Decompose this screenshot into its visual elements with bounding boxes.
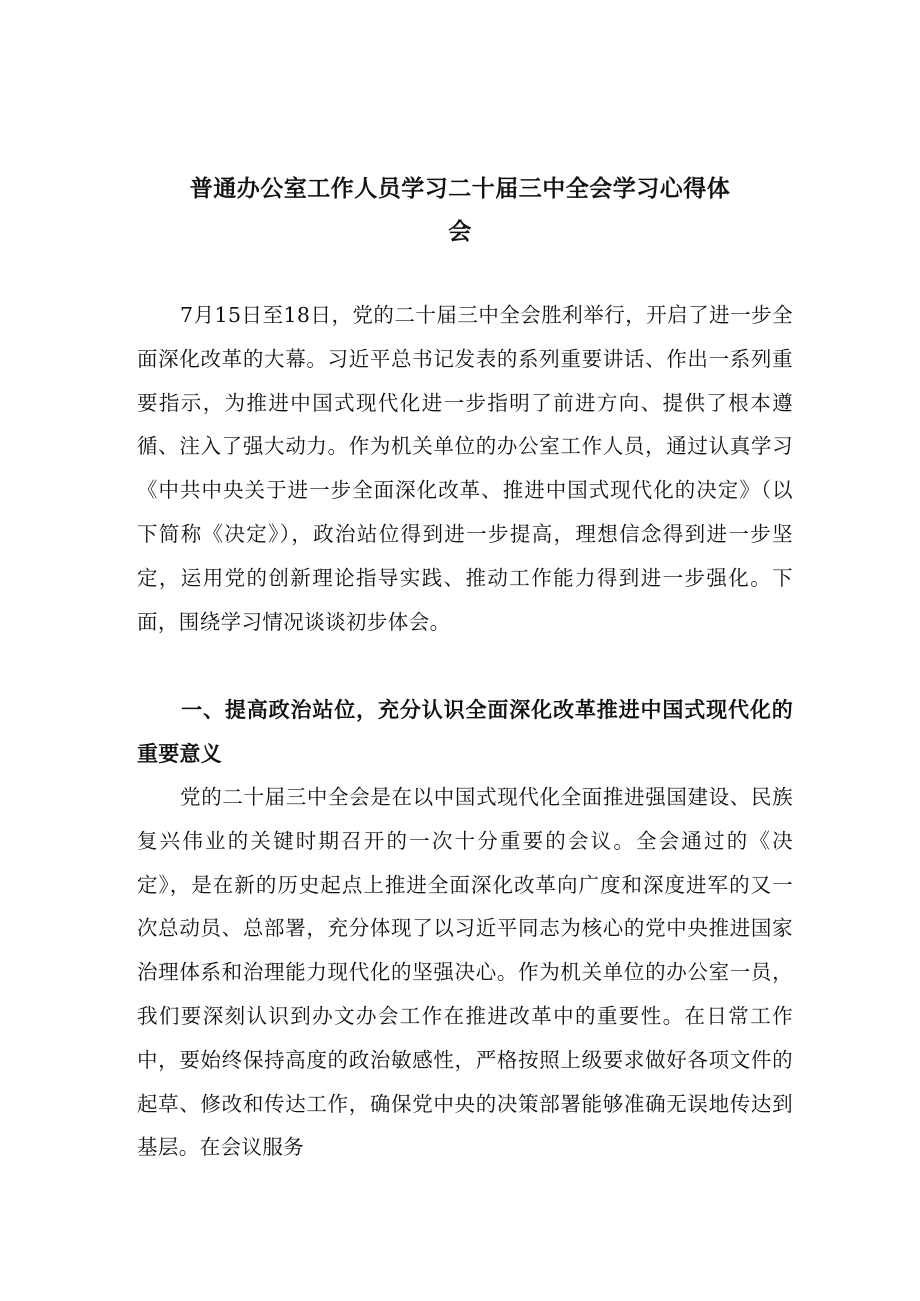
section-1-paragraph: 党的二十届三中全会是在以中国式现代化全面推进强国建设、民族复兴伟业的关键时期召开的一次十分重要的会议。全会通过的《决定》，是在新的历史起点上推进全面深化改革向广度和深度进军的又一次总动员、总部署，充分体现了以习近平同志为核心的党中央推进国家治理体系和治理能力现代化的坚强决心。作为机关单位的办公室一员，我们要深刻认识到办文办会工作在推进改革中的重要性。在日常工作中，要始终保持高度的政治敏感性，严格按照上级要求做好各项文件的起草、修改和传达工作，确保党中央的决策部署能够准确无误地传达到基层。在会议服务 [137,785,793,1160]
document-title-line-2: 会 [448,219,472,245]
document-title-line-1: 普通办公室工作人员学习二十届三中全会学习心得体 [189,176,731,202]
intro-paragraph: 7月15日至18日，党的二十届三中全会胜利举行，开启了进一步全面深化改革的大幕。习近平总书记发表的系列重要讲话、作出一系列重要指示，为推进中国式现代化进一步指明了前进方向、提供了根本遵循、注入了强大动力。作为机关单位的办公室工作人员，通过认真学习《中共中央关于进一步全面深化改革、推进中国式现代化的决定》（以下简称《决定》），政治站位得到进一步提高，理想信念得到进一步坚定，运用党的创新理论指导实践、推动工作能力得到进一步强化。下面，围绕学习情况谈谈初步体会。 [137,303,793,634]
document-title [140,168,780,254]
section-1-heading: 一、提高政治站位，充分认识全面深化改革推进中国式现代化的重要意义 [137,698,793,766]
